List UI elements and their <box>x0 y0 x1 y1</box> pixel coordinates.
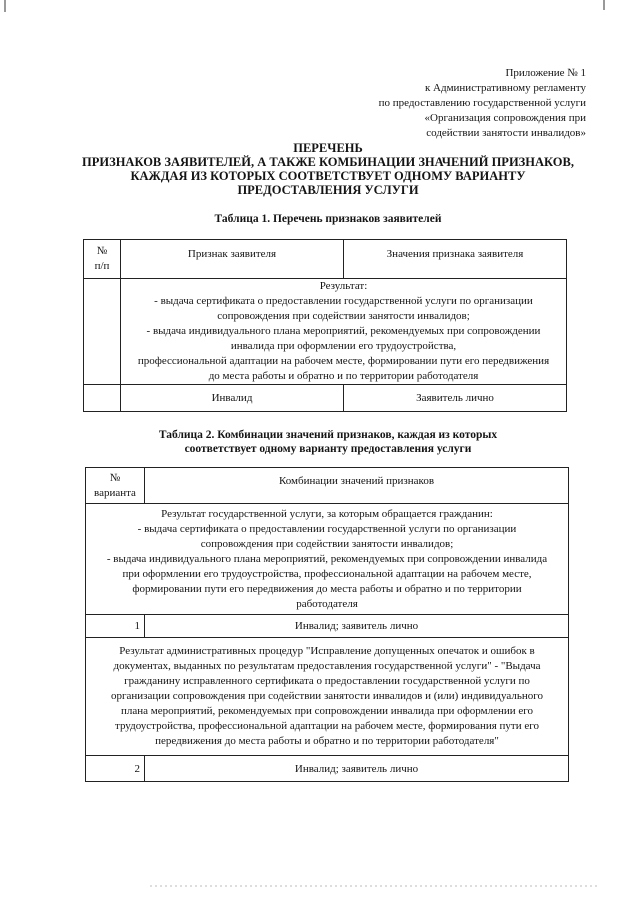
table1-header-values: Значения признака заявителя <box>344 240 567 279</box>
appendix-line: «Организация сопровождения при <box>424 112 586 124</box>
title-line: ПРЕДОСТАВЛЕНИЯ УСЛУГИ <box>237 183 419 197</box>
result-line: при оформлении его трудоустройства, профессиональной адаптации на рабочем месте, <box>122 567 532 580</box>
table1-caption-text: Таблица 1. Перечень признаков заявителей <box>214 213 442 225</box>
table2-variant2-num: 2 <box>86 756 145 782</box>
result-line: формировании пути его передвижения до места работы и обратно и по территории <box>132 582 522 595</box>
result-line: Результат государственной услуги, за которым обращается гражданин: <box>161 507 493 520</box>
table2-caption-line: соответствует одному варианту предоставления услуги <box>184 443 472 455</box>
admin-line: плана мероприятий, рекомендуемых при сопровождении инвалида при оформлении его <box>120 705 534 717</box>
title-line: ПЕРЕЧЕНЬ <box>293 141 363 155</box>
admin-line: передвижения до места работы и обратно и по территории работодателя" <box>155 735 499 747</box>
table2-header-num-line: № <box>109 471 121 484</box>
result-line: - выдача сертификата о предоставлении государственной услуги по организации <box>154 295 533 307</box>
admin-line: трудоустройства, профессиональной адаптации на рабочем месте, формирования пути его <box>115 720 539 732</box>
result-line: - выдача сертификата о предоставлении государственной услуги по организации <box>137 522 517 535</box>
appendix-line: к Административному регламенту <box>424 82 586 94</box>
result-line: до места работы и обратно и по территории работодателя <box>208 370 479 382</box>
appendix-line: Приложение № 1 <box>505 67 586 79</box>
appendix-line: по предоставлению государственной услуги <box>378 97 586 109</box>
result-line: сопровождения при содействии занятости инвалидов; <box>200 537 454 550</box>
table2-header-num-line: варианта <box>94 486 136 499</box>
table1-row-value: Заявитель лично <box>344 385 567 412</box>
result-line: - выдача индивидуального плана мероприятий, рекомендуемых при сопровождении <box>146 325 541 337</box>
table2-caption-line: Таблица 2. Комбинации значений признаков, каждая из которых <box>158 429 498 441</box>
table1-row-attribute: Инвалид <box>121 385 344 412</box>
admin-line: гражданину исправленного сертификата о предоставлении государственной услуги по <box>124 675 530 687</box>
admin-line: документах, выданных по результатам предоставления государственной услуги" - "Выдача <box>113 660 541 672</box>
admin-line: Результат административных процедур "Исправление допущенных опечаток и ошибок в <box>119 645 535 657</box>
result-line: сопровождения при содействии занятости инвалидов; <box>217 310 470 322</box>
result-line: инвалида при оформлении его трудоустройства, <box>230 340 457 352</box>
result-line: Результат: <box>319 280 368 292</box>
table1-header-attribute: Признак заявителя <box>121 240 344 279</box>
table2-variant2-combo: Инвалид; заявитель лично <box>145 756 569 782</box>
table1-header-num-line: № <box>96 245 108 257</box>
result-line: профессиональной адаптации на рабочем месте, формировании пути его передвижения <box>137 355 550 367</box>
table1-header-num-line: п/п <box>94 260 110 272</box>
result-line: работодателя <box>296 597 358 610</box>
table2-variant1-num: 1 <box>86 615 145 638</box>
title-line: КАЖДАЯ ИЗ КОТОРЫХ СООТВЕТСТВУЕТ ОДНОМУ ВАРИАНТУ <box>130 169 526 183</box>
result-line: - выдача индивидуального плана мероприятий, рекомендуемых при сопровождении инвалида <box>106 552 548 565</box>
table2-variant1-combo: Инвалид; заявитель лично <box>145 615 569 638</box>
title-line: ПРИЗНАКОВ ЗАЯВИТЕЛЕЙ, А ТАКЖЕ КОМБИНАЦИИ ЗНАЧЕНИЙ ПРИЗНАКОВ, <box>82 155 574 169</box>
admin-line: организации сопровождения при содействии занятости инвалидов и (или) индивидуального <box>111 690 543 702</box>
table2-header-combo: Комбинации значений признаков <box>145 468 569 504</box>
appendix-line: содействии занятости инвалидов» <box>426 127 586 139</box>
